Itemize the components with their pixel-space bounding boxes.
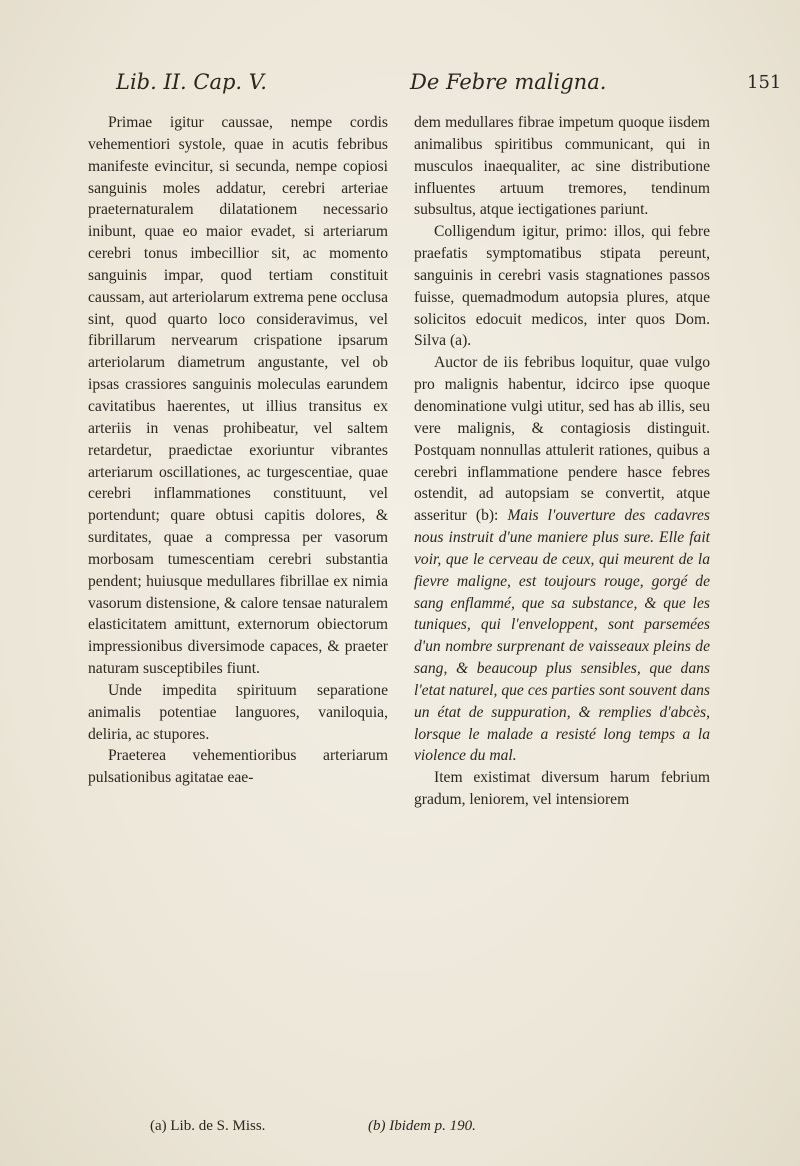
paragraph: Primae igitur caussae, nempe cordis vehementiori systole, quae in acutis febribus manifeste evincitur, si secunda, nempe copiosi sanguinis moles addatur, cerebri arteriae praeternaturalem dilatationem necessario inibunt, quae eo maior evadet, si arteriarum cerebri tonus imbecillior sit, ac momento sanguinis impar, quod tertiam constituit caussam, aut arteriolarum extrema pene occlusa sint, quod quarto loco consideravimus, vel fibrillarum nervearum crispatione ipsarum arteriolarum diametrum angustante, vel ob ipsas crassiores sanguinis moleculas earundem cavitatibus haerentes, ut illius transitus ex arteriis in venas prohibeatur, vel saltem retardetur, praedictae exoriuntur vibrantes arteriarum oscillationes, ac turgescentiae, quae cerebri inflammationes constituunt, vel portendunt; quare obtusi capitis dolores, & surditates, quae a compressa per vasorum morbosam tumescentiam cerebri substantia pendent; huiusque medullares fibrillae ex nimia vasorum distensione, & calore tensae naturalem elasticitatem amittunt, externorum obiectorum impressionibus diversimode capaces, & praeter naturam susceptibiles fiunt.: [88, 114, 388, 678]
paragraph: Item existimat diversum harum febrium gradum, leniorem, vel intensiorem: [414, 769, 710, 809]
right-column: [414, 112, 710, 811]
footnote-a: (a) Lib. de S. Miss.: [150, 1118, 266, 1134]
running-header: [0, 70, 800, 110]
french-quotation: Mais l'ouverture des cadavres nous instruit d'une maniere plus sure. Elle fait voir, que le cerveau de ceux, qui meurent de la fievre maligne, est toujours rouge, gorgé de sang enflammé, que sa substance, & que les tuniques, qui l'enveloppent, sont parsemées d'un nombre surprenant de vaisseaux pleins de sang, & beaucoup plus sensibles, que dans l'etat naturel, que ces parties sont souvent dans un état de suppuration, & remplies d'abcès, lorsque le malade a resisté long temps a la violence du mal.: [414, 507, 710, 765]
paragraph: Praeterea vehementioribus arteriarum pulsationibus agitatae eae-: [88, 747, 388, 787]
header-section-title: De Febre maligna.: [410, 70, 607, 94]
footnote-b: (b) Ibidem p. 190.: [368, 1118, 476, 1134]
paragraph: Unde impedita spirituum separatione animalis potentiae languores, vaniloquia, deliria, ac stupores.: [88, 681, 388, 743]
paragraph: [414, 352, 710, 767]
header-book-chapter: Lib. II. Cap. V.: [116, 70, 267, 94]
page-number: 151: [747, 72, 782, 93]
left-column: [88, 112, 388, 789]
paragraph: Colligendum igitur, primo: illos, qui febre praefatis symptomatibus stipata pereunt, sanguinis in cerebri vasis stagnationes passos fuisse, quemadmodum autopsia plures, atque solicitos edocuit medicos, inter quos Dom. Silva (a).: [414, 223, 710, 350]
paragraph: dem medullares fibrae impetum quoque iisdem animalibus spiritibus communicant, qui in musculos inaequaliter, ac sine distributione influentes artuum tremores, tendinum subsultus, atque iectigationes pariunt.: [414, 114, 710, 219]
paragraph-text: Auctor de iis febribus loquitur, quae vulgo pro malignis habentur, idcirco ipse quoque denominatione vulgi utitur, sed has ab illis, seu vere malignis, & contagiosis distinguit. Postquam nonnullas attulerit rationes, quibus a cerebri inflammatione pendere hasce febres ostendit, ad autopsiam se convertit, atque asseritur (b):: [414, 354, 710, 525]
